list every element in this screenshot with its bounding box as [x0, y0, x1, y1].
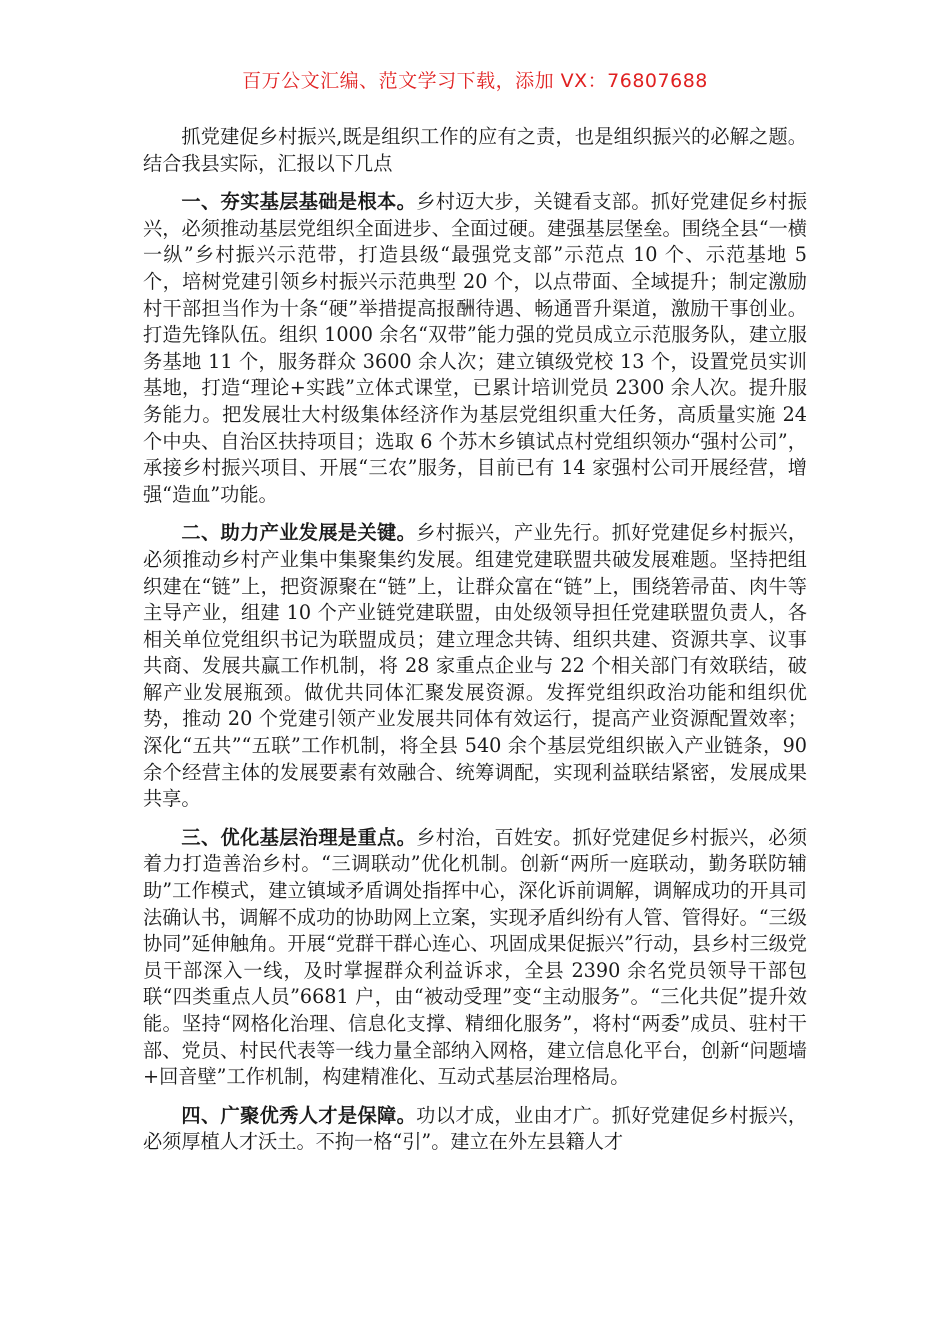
section-paragraph — [143, 520, 807, 813]
intro-paragraph: 抓党建促乡村振兴,既是组织工作的应有之责，也是组织振兴的必解之题。结合我县实际，汇报以下几点 — [143, 125, 807, 175]
section-heading: 二、助力产业发展是关键。 — [181, 521, 417, 545]
watermark-header: 百万公文汇编、范文学习下载，添加 VX：76807688 — [242, 70, 708, 92]
section-body: 乡村迈大步，关键看支部。抓好党建促乡村振兴，必须推动基层党组织全面进步、全面过硬。建强基层堡垒。围绕全县“一横一纵”乡村振兴示范带，打造县级“最强党支部”示范点 10 个、示范基地 5 个，培树党建引领乡村振兴示范典型 20 个，以点带面、全域提升；制定激励村干部担当作为十条“硬”举措提高报酬待遇、畅通晋升渠道，激励干事创业。打造先锋队伍。组织 1000 余名“双带”能力强的党员成立示范服务队，建立服务基地 11 个，服务群众 3600 余人次；建立镇级党校 13 个，设置党员实训基地，打造“理论+实践”立体式课堂，已累计培训党员 2300 余人次。提升服务能力。把发展壮大村级集体经济作为基层党组织重大任务，高质量实施 24 个中央、自治区扶持项目；选取 6 个苏木乡镇试点村党组织领办“强村公司”，承接乡村振兴项目、开展“三农”服务，目前已有 14 家强村公司开展经营，增强“造血”功能。 — [143, 190, 808, 506]
section-body: 乡村治，百姓安。抓好党建促乡村振兴，必须着力打造善治乡村。“三调联动”优化机制。创新“两所一庭联动，勤务联防辅助”工作模式，建立镇域矛盾调处指挥中心，深化诉前调解，调解成功的开具司法确认书，调解不成功的协助网上立案，实现矛盾纠纷有人管、管得好。“三级协同”延伸触角。开展“党群干群心连心、巩固成果促振兴”行动，县乡村三级党员干部深入一线，及时掌握群众利益诉求，全县 2390 余名党员领导干部包联“四类重点人员”6681 户，由“被动受理”变“主动服务”。“三化共促”提升效能。坚持“网格化治理、信息化支撑、精细化服务”，将村“两委”成员、驻村干部、党员、村民代表等一线力量全部纳入网格，建立信息化平台，创新“问题墙+回音壁”工作机制，构建精准化、互动式基层治理格局。 — [143, 825, 808, 1089]
section-body: 功以才成，业由才广。抓好党建促乡村振兴，必须厚植人才沃土。不拘一格“引”。建立在外左县籍人才 — [143, 1103, 808, 1154]
section-heading: 四、广聚优秀人才是保障。 — [181, 1103, 417, 1127]
section-paragraph — [143, 825, 807, 1091]
section-body: 乡村振兴，产业先行。抓好党建促乡村振兴，必须推动乡村产业集中集聚集约发展。组建党建联盟共破发展难题。坚持把组织建在“链”上，把资源聚在“链”上，让群众富在“链”上，围绕箬帚苗、肉牛等主导产业，组建 10 个产业链党建联盟，由处级领导担任党建联盟负责人，各相关单位党组织书记为联盟成员；建立理念共铸、组织共建、资源共享、议事共商、发展共赢工作机制，将 28 家重点企业与 22 个相关部门有效联结，破解产业发展瓶颈。做优共同体汇聚发展资源。发挥党组织政治功能和组织优势，推动 20 个党建引领产业发展共同体有效运行，提高产业资源配置效率；深化“五共”“五联”工作机制，将全县 540 余个基层党组织嵌入产业链条，90 余个经营主体的发展要素有效融合、统筹调配，实现利益联结紧密，发展成果共享。 — [143, 521, 808, 811]
section-heading: 一、夯实基层基础是根本。 — [181, 190, 417, 214]
section-heading: 三、优化基层治理是重点。 — [181, 825, 417, 849]
document-body — [143, 124, 807, 1168]
section-paragraph — [143, 189, 807, 508]
section-paragraph — [143, 1103, 807, 1156]
